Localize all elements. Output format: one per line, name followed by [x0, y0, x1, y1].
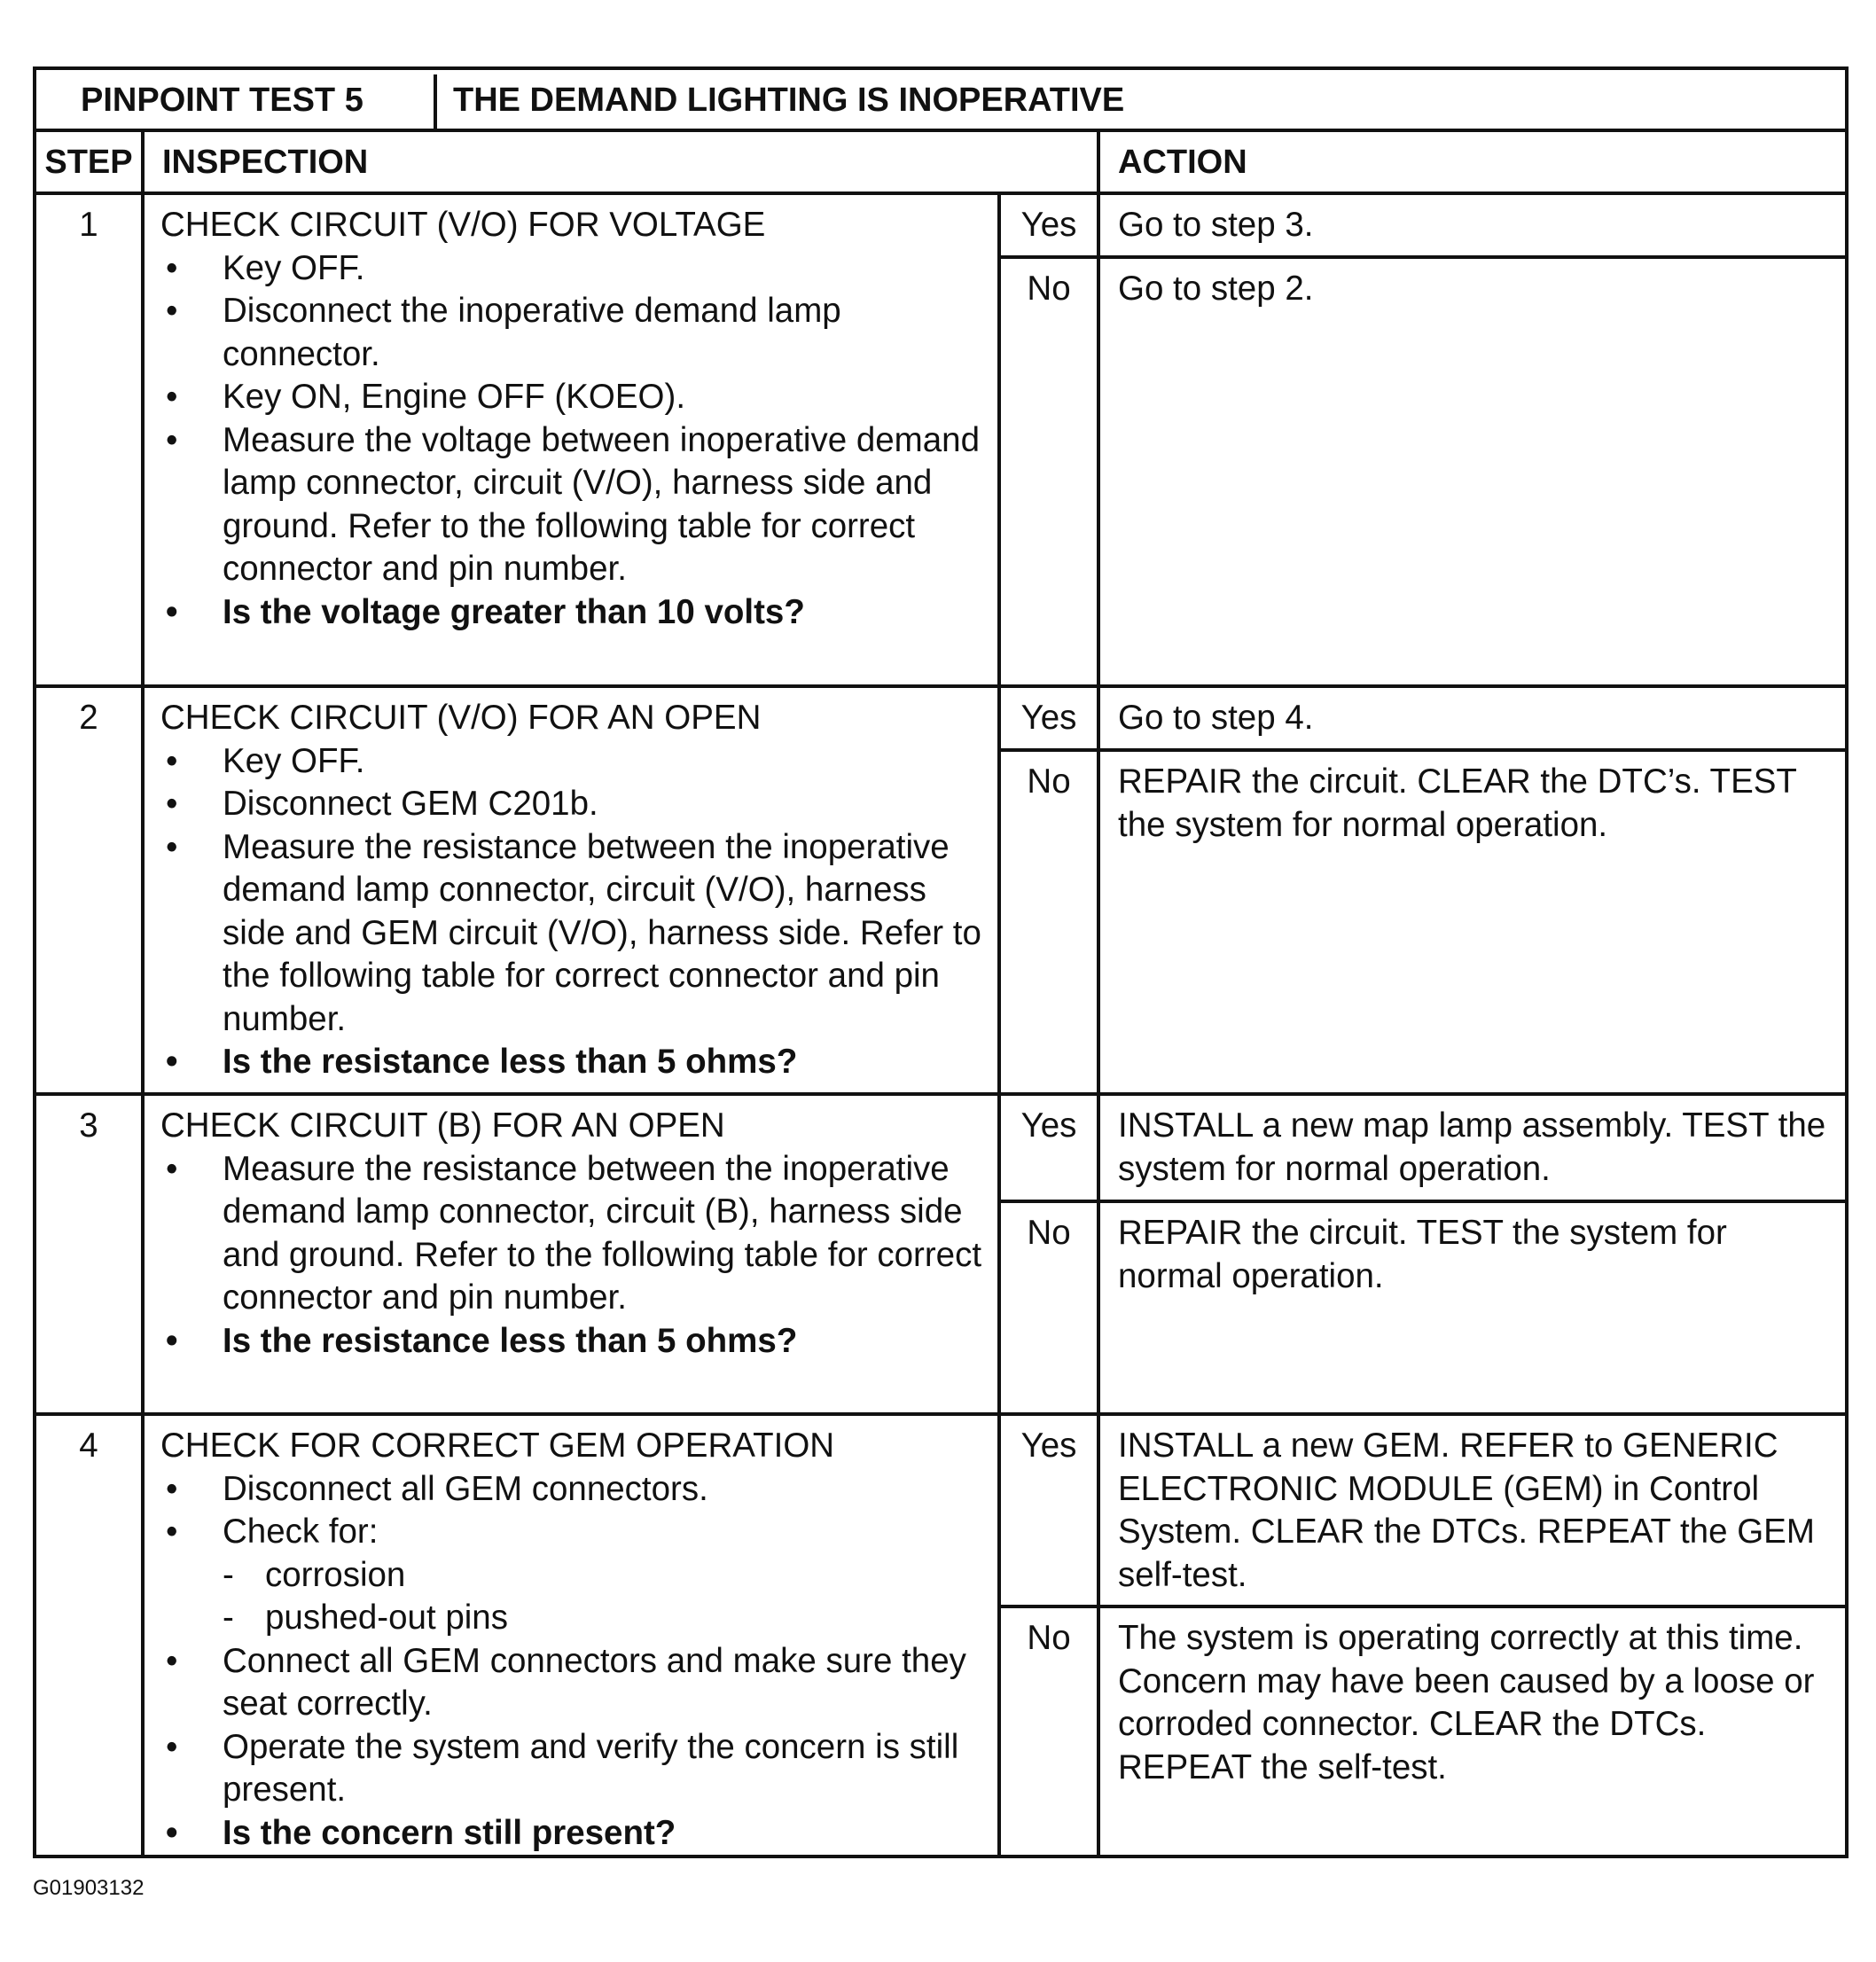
step-bullets	[160, 1148, 989, 1364]
bullet-text: Check for:	[223, 1513, 379, 1551]
sub-item-text: pushed-out pins	[265, 1599, 508, 1637]
no-action: The system is operating correctly at this time. Concern may have been caused by a loose or corroded connector. CLEAR the DTCs. REPEAT the self-test.	[1098, 1606, 1847, 1856]
no-label: No	[999, 750, 1098, 1094]
bullet-item: • Connect all GEM connectors and make sure they seat correctly.	[160, 1640, 989, 1726]
step-inspection	[143, 193, 999, 686]
yes-action: Go to step 4.	[1098, 686, 1847, 750]
step-heading: CHECK CIRCUIT (V/O) FOR AN OPEN	[160, 699, 762, 737]
step-2-yes-row	[35, 686, 1847, 750]
bullet-item: • Disconnect the inoperative demand lamp connector.	[160, 290, 989, 376]
header-inspection: INSPECTION	[143, 130, 1098, 193]
title-row	[35, 68, 1847, 130]
step-heading: CHECK CIRCUIT (V/O) FOR VOLTAGE	[160, 206, 766, 244]
no-label: No	[999, 257, 1098, 686]
step-inspection	[143, 1094, 999, 1414]
no-label: No	[999, 1201, 1098, 1414]
bullet-item	[160, 1511, 989, 1640]
no-label: No	[999, 1606, 1098, 1856]
step-question: • Is the concern still present?	[160, 1812, 989, 1856]
step-number: 4	[35, 1414, 143, 1856]
bullet-item: • Measure the resistance between the inoperative demand lamp connector, circuit (B), harness side and ground. Refer to the following table for correct connector and pin number.	[160, 1148, 989, 1320]
sub-item: - pushed-out pins	[223, 1599, 508, 1637]
no-action: REPAIR the circuit. CLEAR the DTC’s. TEST the system for normal operation.	[1098, 750, 1847, 1094]
header-step: STEP	[35, 130, 143, 193]
step-1-yes-row	[35, 193, 1847, 257]
sub-item-text: corrosion	[265, 1555, 406, 1594]
step-inspection	[143, 1414, 999, 1856]
bullet-item: • Key OFF.	[160, 247, 989, 291]
step-heading: CHECK FOR CORRECT GEM OPERATION	[160, 1427, 835, 1465]
step-bullets	[160, 1468, 989, 1856]
bullet-item: • Disconnect GEM C201b.	[160, 783, 989, 826]
yes-label: Yes	[999, 686, 1098, 750]
sub-item: - corrosion	[223, 1555, 406, 1594]
no-action: Go to step 2.	[1098, 257, 1847, 686]
title-cell	[35, 68, 1847, 130]
header-action: ACTION	[1098, 130, 1847, 193]
step-number: 3	[35, 1094, 143, 1414]
figure-id: G01903132	[33, 1876, 145, 1900]
step-question: • Is the resistance less than 5 ohms?	[160, 1320, 989, 1364]
yes-label: Yes	[999, 193, 1098, 257]
step-number: 1	[35, 193, 143, 686]
bullet-item: • Disconnect all GEM connectors.	[160, 1468, 989, 1512]
no-action: REPAIR the circuit. TEST the system for normal operation.	[1098, 1201, 1847, 1414]
step-question: • Is the voltage greater than 10 volts?	[160, 591, 989, 635]
yes-action: INSTALL a new GEM. REFER to GENERIC ELECTRONIC MODULE (GEM) in Control System. CLEAR the DTCs. REPEAT the GEM self-test.	[1098, 1414, 1847, 1606]
test-title: THE DEMAND LIGHTING IS INOPERATIVE	[453, 82, 1125, 119]
bullet-item: • Measure the voltage between inoperative demand lamp connector, circuit (V/O), harness side and ground. Refer to the following table for correct connector and pin number.	[160, 419, 989, 591]
yes-action: Go to step 3.	[1098, 193, 1847, 257]
step-heading: CHECK CIRCUIT (B) FOR AN OPEN	[160, 1106, 725, 1145]
step-bullets	[160, 740, 989, 1084]
pinpoint-test-table	[33, 66, 1849, 1858]
bullet-item: • Key ON, Engine OFF (KOEO).	[160, 376, 989, 419]
step-inspection	[143, 686, 999, 1094]
yes-label: Yes	[999, 1414, 1098, 1606]
test-label: PINPOINT TEST 5	[36, 74, 437, 129]
step-3-yes-row	[35, 1094, 1847, 1201]
yes-action: INSTALL a new map lamp assembly. TEST the system for normal operation.	[1098, 1094, 1847, 1201]
step-bullets	[160, 247, 989, 635]
step-question: • Is the resistance less than 5 ohms?	[160, 1041, 989, 1084]
step-number: 2	[35, 686, 143, 1094]
step-4-yes-row	[35, 1414, 1847, 1606]
bullet-item: • Operate the system and verify the concern is still present.	[160, 1726, 989, 1812]
header-row	[35, 130, 1847, 193]
yes-label: Yes	[999, 1094, 1098, 1201]
bullet-item: • Measure the resistance between the inoperative demand lamp connector, circuit (V/O), harness side and GEM circuit (V/O), harness side. Refer to the following table for correct connector and pin number.	[160, 826, 989, 1042]
bullet-item: • Key OFF.	[160, 740, 989, 784]
